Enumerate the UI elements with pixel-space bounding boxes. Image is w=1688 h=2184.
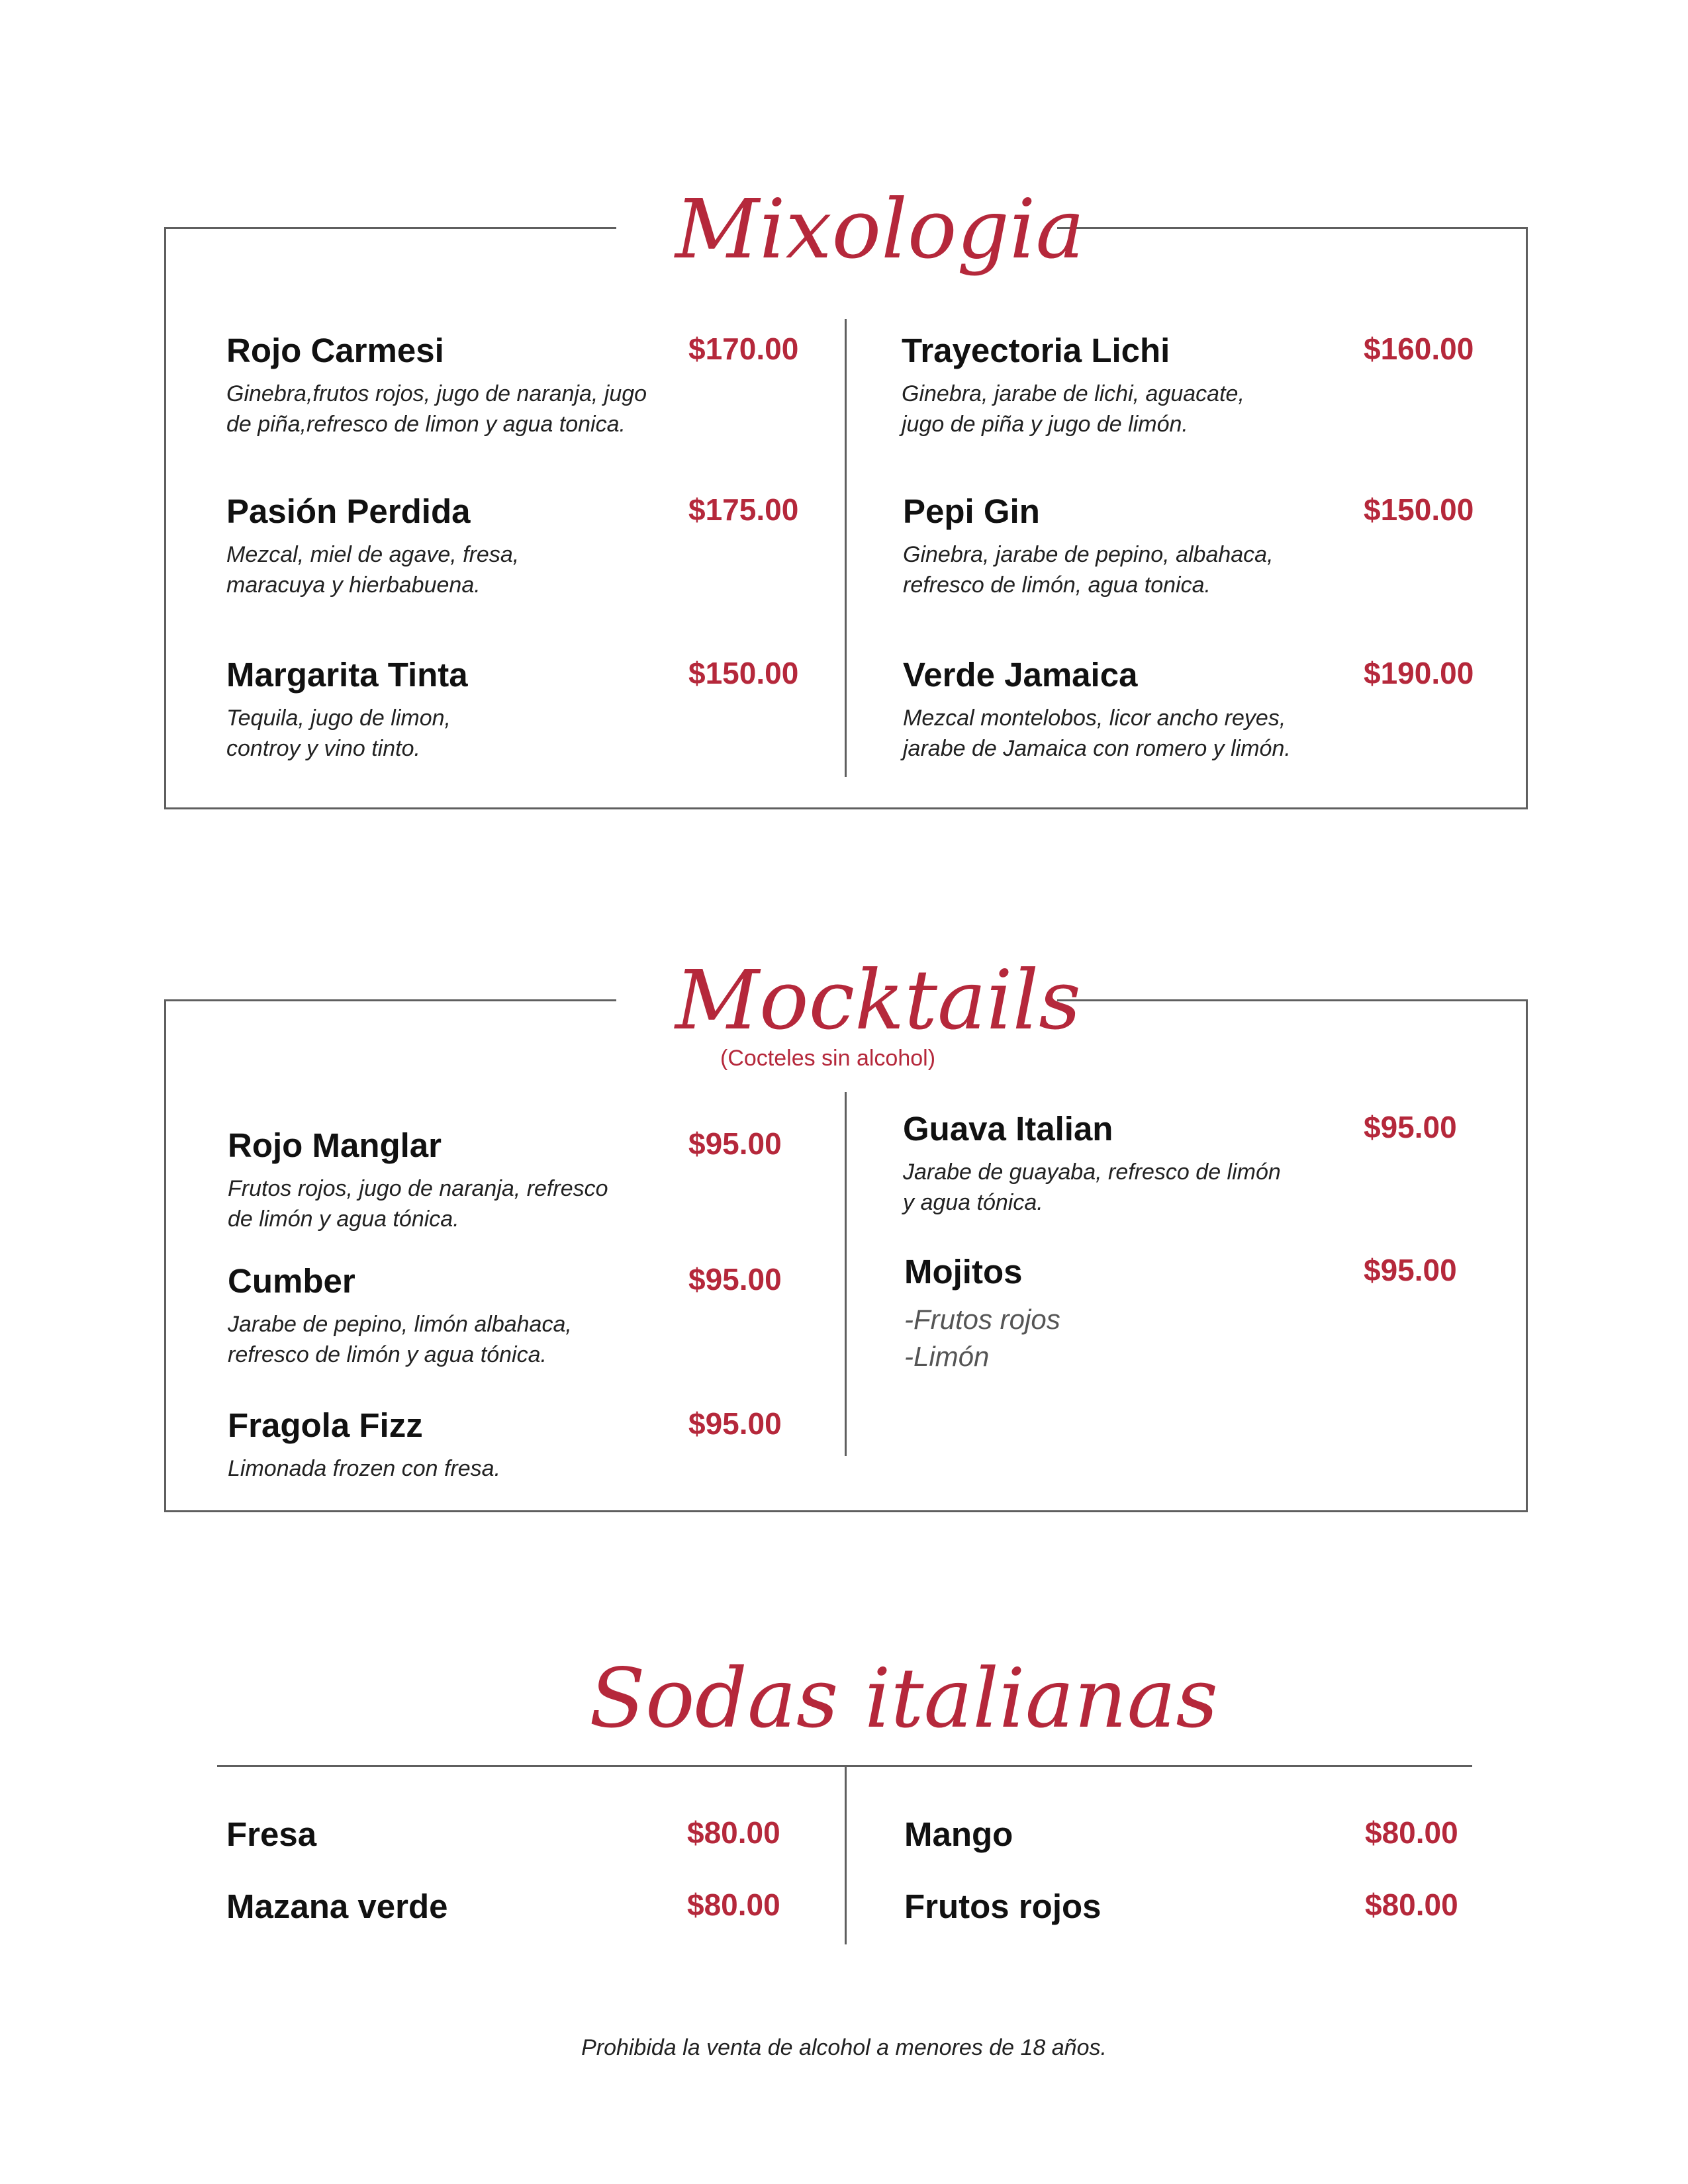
item-price: $95.00 <box>688 1262 782 1297</box>
mocktails-divider <box>845 1092 847 1456</box>
item-description: Ginebra,frutos rojos, jugo de naranja, jugo de piña,refresco de limon y agua tonica. <box>226 381 647 437</box>
item-description: Mezcal, miel de agave, fresa, maracuya y hierbabuena. <box>226 542 520 598</box>
item-price: $80.00 <box>1365 1888 1458 1922</box>
flavor-option: -Frutos rojos <box>904 1304 1060 1335</box>
footer-note: Prohibida la venta de alcohol a menores de 18 años. <box>581 2035 1107 2060</box>
item-price: $160.00 <box>1364 332 1474 366</box>
flavor-option: -Limón <box>904 1341 990 1372</box>
item-name: Margarita Tinta <box>226 656 468 694</box>
item-price: $95.00 <box>688 1126 782 1161</box>
item-price: $95.00 <box>1364 1253 1457 1287</box>
sodas-divider <box>845 1767 847 1944</box>
item-name: Fresa <box>226 1815 317 1853</box>
item-price: $80.00 <box>687 1888 780 1922</box>
item-name: Frutos rojos <box>904 1888 1102 1925</box>
item-name: Pepi Gin <box>903 492 1040 530</box>
item-name: Verde Jamaica <box>903 656 1138 694</box>
item-name: Mazana verde <box>226 1888 448 1925</box>
mixologia-title: Mixologia <box>675 182 1085 277</box>
item-price: $95.00 <box>688 1406 782 1441</box>
item-price: $150.00 <box>1364 492 1474 527</box>
item-price: $80.00 <box>687 1815 780 1850</box>
mocktails-title: Mocktails <box>675 953 1081 1048</box>
item-price: $190.00 <box>1364 656 1474 690</box>
mixologia-divider <box>845 319 847 777</box>
item-description: Frutos rojos, jugo de naranja, refresco de limón y agua tónica. <box>228 1176 608 1232</box>
item-name: Mojitos <box>904 1253 1023 1291</box>
item-description: Ginebra, jarabe de lichi, aguacate, jugo de piña y jugo de limón. <box>902 381 1244 437</box>
sodas-title: Sodas italianas <box>589 1651 1219 1747</box>
item-name: Rojo Manglar <box>228 1126 442 1164</box>
item-name: Fragola Fizz <box>228 1406 423 1444</box>
item-name: Rojo Carmesi <box>226 332 444 369</box>
item-description: Ginebra, jarabe de pepino, albahaca, refresco de limón, agua tonica. <box>903 542 1274 598</box>
mocktails-subtitle: (Cocteles sin alcohol) <box>720 1046 936 1071</box>
item-price: $80.00 <box>1365 1815 1458 1850</box>
item-name: Guava Italian <box>903 1110 1113 1148</box>
item-name: Trayectoria Lichi <box>902 332 1170 369</box>
mojitos-flavors <box>904 1301 1060 1375</box>
item-price: $175.00 <box>688 492 799 527</box>
item-name: Cumber <box>228 1262 355 1300</box>
item-price: $95.00 <box>1364 1110 1457 1144</box>
item-description: Tequila, jugo de limon, controy y vino tinto. <box>226 705 451 761</box>
item-price: $170.00 <box>688 332 799 366</box>
item-description: Limonada frozen con fresa. <box>228 1456 501 1481</box>
item-description: Mezcal montelobos, licor ancho reyes, jarabe de Jamaica con romero y limón. <box>903 705 1291 761</box>
item-description: Jarabe de guayaba, refresco de limón y agua tónica. <box>903 1160 1281 1215</box>
item-name: Mango <box>904 1815 1013 1853</box>
item-description: Jarabe de pepino, limón albahaca, refresco de limón y agua tónica. <box>228 1312 572 1367</box>
item-name: Pasión Perdida <box>226 492 471 530</box>
item-price: $150.00 <box>688 656 799 690</box>
